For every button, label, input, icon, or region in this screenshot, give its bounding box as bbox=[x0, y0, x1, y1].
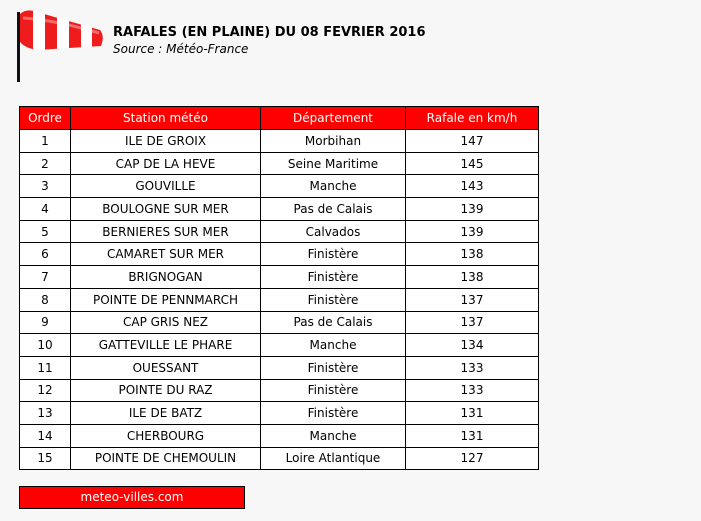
cell-rafale: 139 bbox=[406, 220, 539, 243]
cell-ordre: 13 bbox=[20, 402, 71, 425]
column-header-ordre: Ordre bbox=[20, 107, 71, 130]
cell-departement: Pas de Calais bbox=[261, 311, 406, 334]
table-row bbox=[20, 424, 539, 447]
cell-ordre: 5 bbox=[20, 220, 71, 243]
table-row bbox=[20, 334, 539, 357]
cell-departement: Finistère bbox=[261, 379, 406, 402]
cell-station: OUESSANT bbox=[71, 356, 261, 379]
cell-rafale: 137 bbox=[406, 288, 539, 311]
cell-departement: Morbihan bbox=[261, 130, 406, 153]
gust-ranking-table bbox=[19, 106, 539, 470]
cell-ordre: 9 bbox=[20, 311, 71, 334]
cell-rafale: 134 bbox=[406, 334, 539, 357]
meteo-villes-link[interactable]: meteo-villes.com bbox=[19, 486, 245, 509]
cell-station: POINTE DE PENNMARCH bbox=[71, 288, 261, 311]
cell-station: CAP GRIS NEZ bbox=[71, 311, 261, 334]
cell-ordre: 8 bbox=[20, 288, 71, 311]
cell-departement: Manche bbox=[261, 334, 406, 357]
cell-rafale: 131 bbox=[406, 402, 539, 425]
cell-ordre: 12 bbox=[20, 379, 71, 402]
table-row bbox=[20, 288, 539, 311]
cell-station: ILE DE BATZ bbox=[71, 402, 261, 425]
cell-ordre: 4 bbox=[20, 198, 71, 221]
table-row bbox=[20, 266, 539, 289]
cell-ordre: 11 bbox=[20, 356, 71, 379]
cell-departement: Finistère bbox=[261, 356, 406, 379]
cell-station: CAP DE LA HEVE bbox=[71, 152, 261, 175]
table-row bbox=[20, 379, 539, 402]
cell-station: BERNIERES SUR MER bbox=[71, 220, 261, 243]
table-row bbox=[20, 311, 539, 334]
cell-station: BRIGNOGAN bbox=[71, 266, 261, 289]
windsock-icon bbox=[15, 6, 107, 84]
cell-rafale: 133 bbox=[406, 379, 539, 402]
cell-station: GATTEVILLE LE PHARE bbox=[71, 334, 261, 357]
cell-departement: Calvados bbox=[261, 220, 406, 243]
table-row bbox=[20, 220, 539, 243]
cell-station: POINTE DE CHEMOULIN bbox=[71, 447, 261, 470]
cell-station: BOULOGNE SUR MER bbox=[71, 198, 261, 221]
cell-station: GOUVILLE bbox=[71, 175, 261, 198]
cell-ordre: 2 bbox=[20, 152, 71, 175]
column-header-rafale: Rafale en km/h bbox=[406, 107, 539, 130]
cell-departement: Loire Atlantique bbox=[261, 447, 406, 470]
cell-rafale: 131 bbox=[406, 424, 539, 447]
table-header-row bbox=[20, 107, 539, 130]
table-row bbox=[20, 243, 539, 266]
table-row bbox=[20, 356, 539, 379]
page-title: RAFALES (EN PLAINE) DU 08 FEVRIER 2016 bbox=[113, 25, 426, 40]
cell-rafale: 147 bbox=[406, 130, 539, 153]
table-row bbox=[20, 447, 539, 470]
cell-ordre: 14 bbox=[20, 424, 71, 447]
cell-departement: Manche bbox=[261, 175, 406, 198]
source-note: Source : Météo-France bbox=[113, 42, 249, 56]
cell-ordre: 7 bbox=[20, 266, 71, 289]
cell-station: CAMARET SUR MER bbox=[71, 243, 261, 266]
cell-departement: Finistère bbox=[261, 243, 406, 266]
cell-departement: Finistère bbox=[261, 402, 406, 425]
cell-rafale: 127 bbox=[406, 447, 539, 470]
cell-departement: Finistère bbox=[261, 288, 406, 311]
cell-departement: Pas de Calais bbox=[261, 198, 406, 221]
cell-rafale: 138 bbox=[406, 243, 539, 266]
cell-rafale: 143 bbox=[406, 175, 539, 198]
cell-ordre: 15 bbox=[20, 447, 71, 470]
cell-rafale: 137 bbox=[406, 311, 539, 334]
cell-ordre: 1 bbox=[20, 130, 71, 153]
cell-rafale: 133 bbox=[406, 356, 539, 379]
column-header-station: Station météo bbox=[71, 107, 261, 130]
cell-rafale: 138 bbox=[406, 266, 539, 289]
cell-departement: Finistère bbox=[261, 266, 406, 289]
table-row bbox=[20, 198, 539, 221]
cell-ordre: 6 bbox=[20, 243, 71, 266]
column-header-departement: Département bbox=[261, 107, 406, 130]
table-row bbox=[20, 402, 539, 425]
cell-ordre: 3 bbox=[20, 175, 71, 198]
cell-departement: Manche bbox=[261, 424, 406, 447]
cell-station: CHERBOURG bbox=[71, 424, 261, 447]
table-row bbox=[20, 152, 539, 175]
cell-station: ILE DE GROIX bbox=[71, 130, 261, 153]
cell-departement: Seine Maritime bbox=[261, 152, 406, 175]
cell-rafale: 139 bbox=[406, 198, 539, 221]
cell-station: POINTE DU RAZ bbox=[71, 379, 261, 402]
table-row bbox=[20, 175, 539, 198]
cell-ordre: 10 bbox=[20, 334, 71, 357]
table-row bbox=[20, 130, 539, 153]
cell-rafale: 145 bbox=[406, 152, 539, 175]
